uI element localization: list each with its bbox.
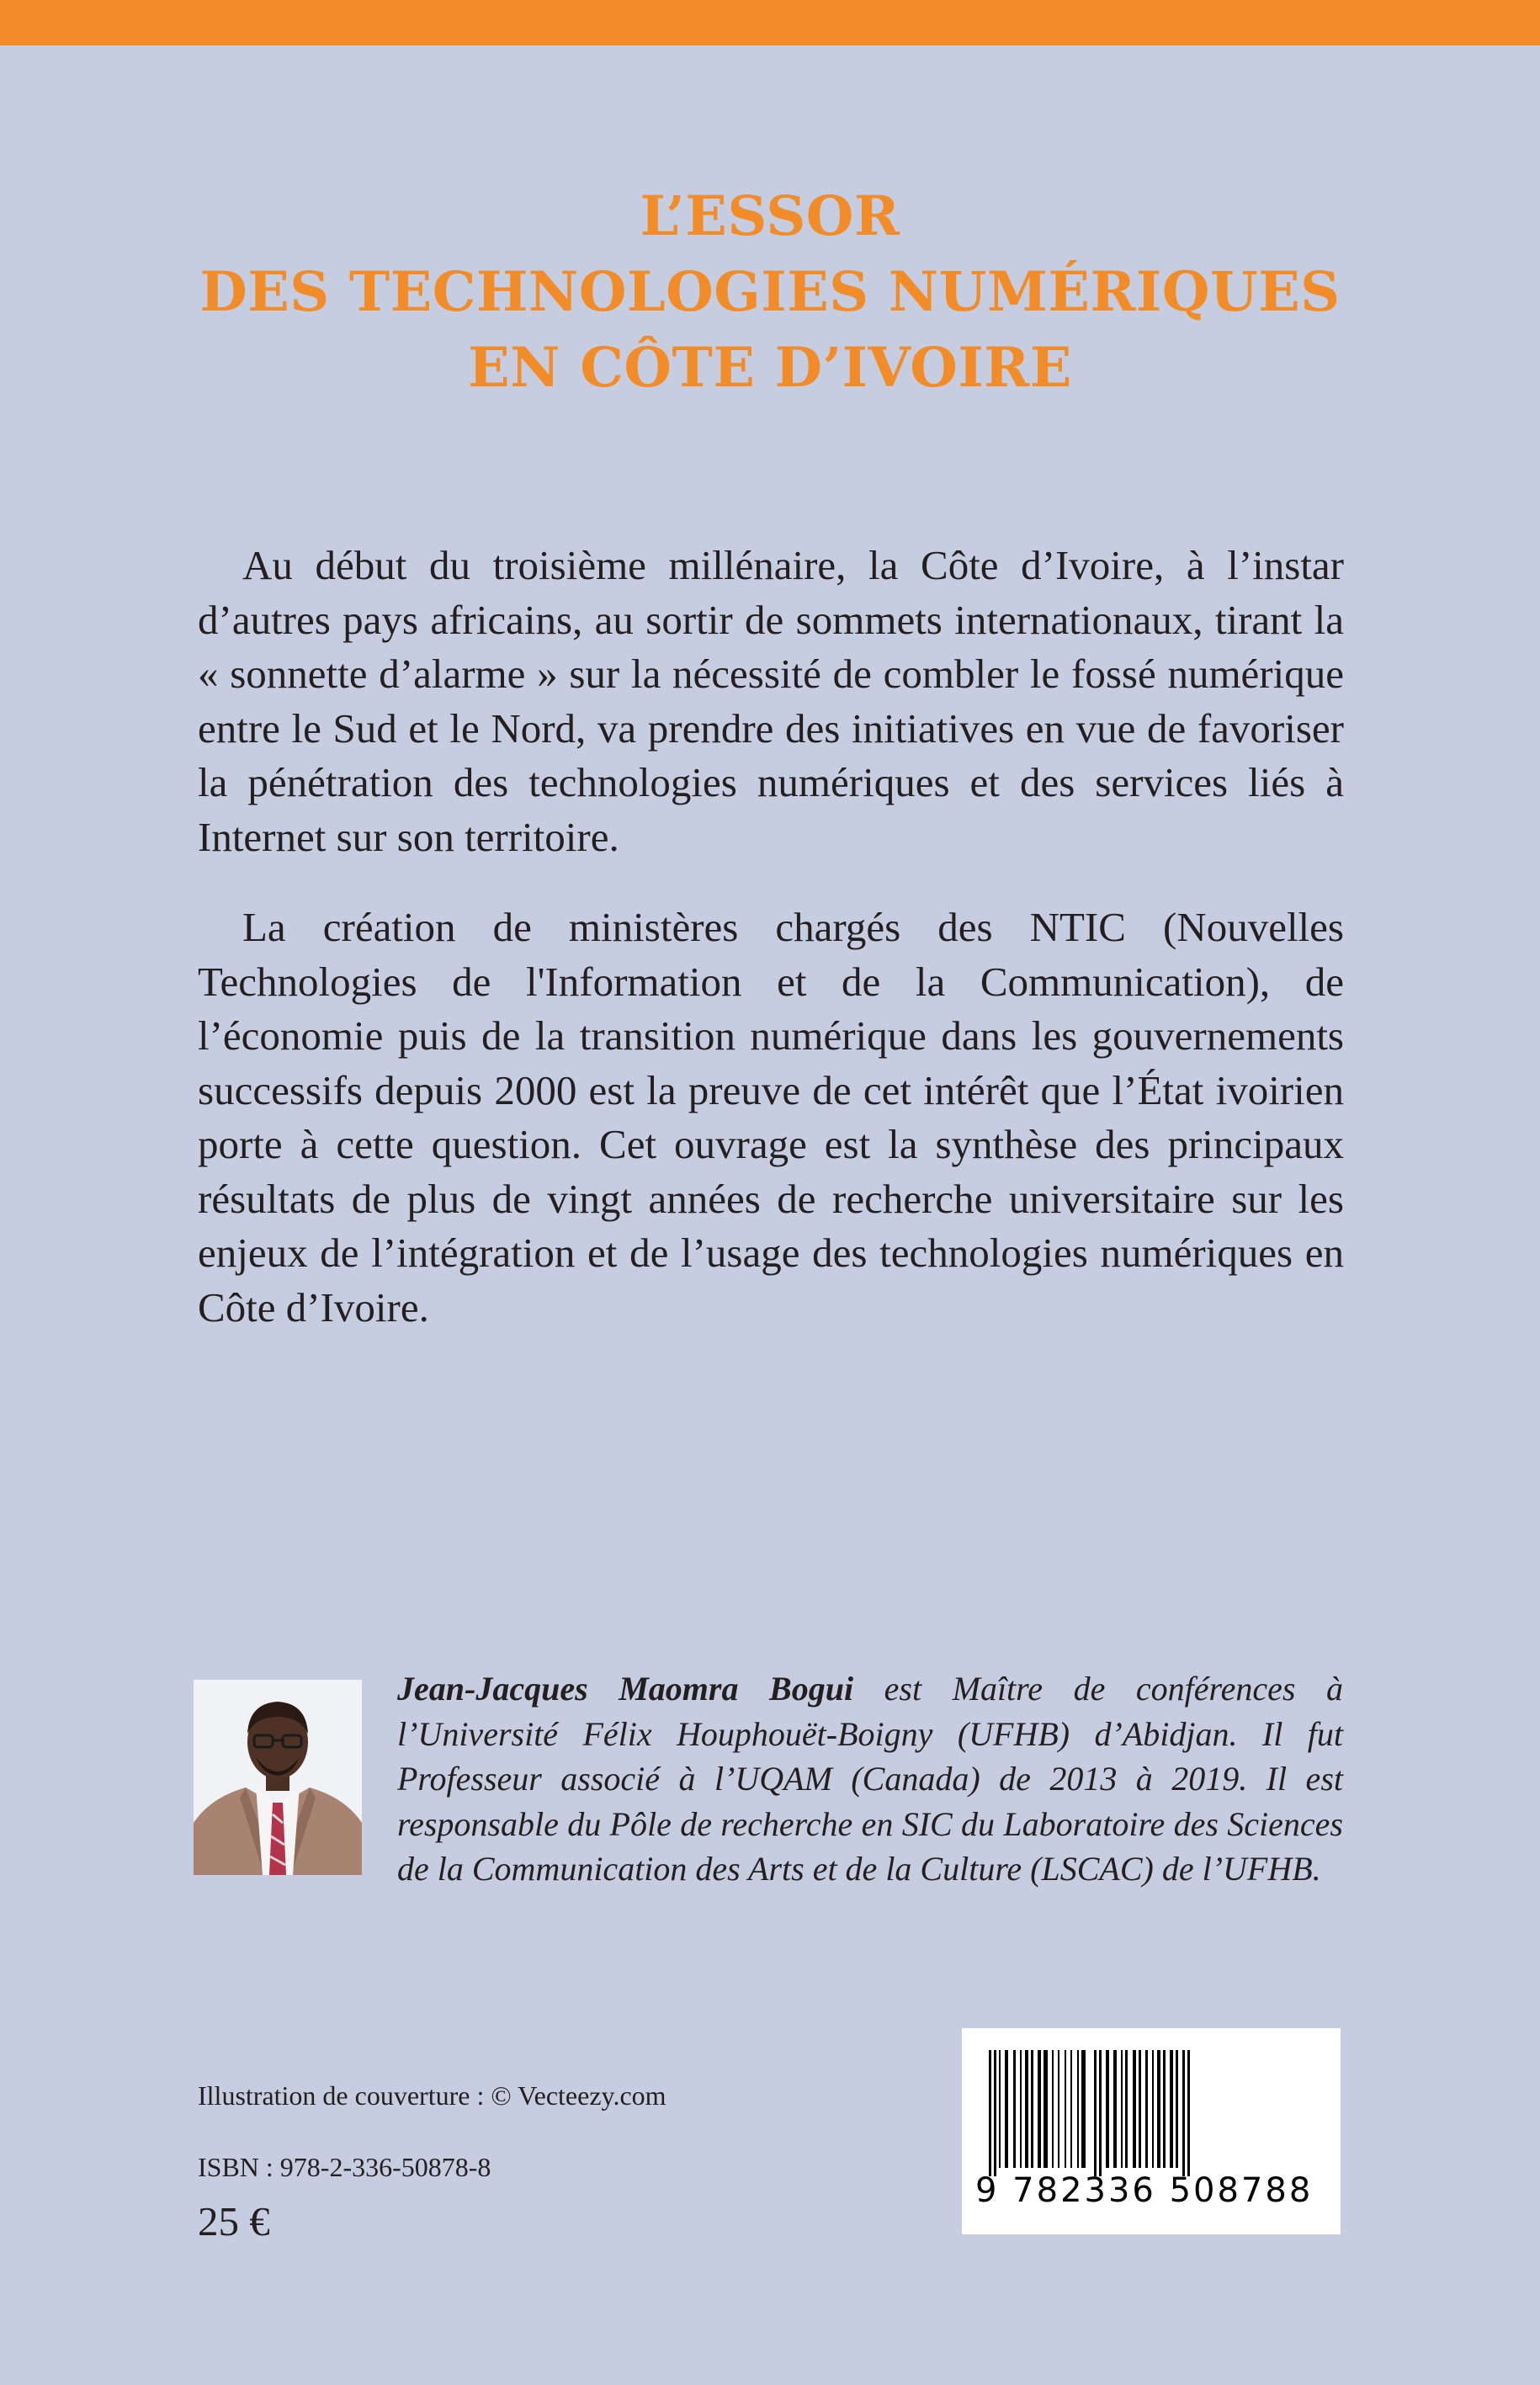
barcode-bar [1145,2050,1148,2168]
top-color-band [0,0,1540,45]
barcode-bar [1170,2050,1173,2168]
barcode-bar [1152,2050,1154,2168]
author-photo [194,1680,362,1875]
book-title [0,178,1540,406]
illustration-credit: Illustration de couverture : © Vecteezy.com [198,2080,666,2111]
barcode-bar [1133,2050,1136,2168]
barcode-bar [1013,2050,1016,2168]
barcode-bar [1125,2050,1128,2168]
title-line-3: EN CÔTE D’IVOIRE [468,336,1072,400]
barcode-bar [1094,2050,1097,2176]
barcode-bar [1106,2050,1109,2168]
back-cover-blurb [198,539,1344,1335]
barcode-bar [999,2050,1001,2168]
barcode-digits: 9 782336 508788 [975,2171,1314,2210]
title-line-2: DES TECHNOLOGIES NUMÉRIQUES [199,260,1341,324]
barcode-bar [994,2050,996,2176]
barcode-bar [1031,2050,1033,2168]
title-line-1: L’ESSOR [640,184,900,248]
barcode-bar [1020,2050,1022,2168]
author-portrait-icon [194,1680,362,1875]
barcode-bar [1005,2050,1008,2168]
author-bio-text: est Maître de conférences à l’Université Félix Houphouët-Boigny (UFHB) d’Abidjan. Il fut Professeur associé à l’UQAM (Canada) de 2013 à 2019. Il est responsable du Pôle de recherche en SIC du Laboratoire des Sciences de la Communication des Arts et de la Culture (LSCAC) de l’UFHB. [397,1670,1343,1888]
barcode-bar [1052,2050,1054,2168]
blurb-paragraph-2: La création de ministères chargés des NTIC (Nouvelles Technologies de l'Information et de la Communication), de l’économie puis de la transition numérique dans les gouvernements successifs depuis 2000 est la preuve de cet intérêt que l’État ivoirien porte à cette question. Cet ouvrage est la synthèse des principaux résultats de plus de vingt années de recherche universitaire sur les enjeux de l’intégration et de l’usage des technologies numériques en Côte d’Ivoire. [198,904,1344,1331]
author-bio [397,1666,1343,1892]
barcode-bar [1025,2050,1028,2168]
barcode-bar [1070,2050,1072,2168]
barcode-bar [1038,2050,1041,2168]
isbn-barcode [962,2028,1341,2234]
barcode-bar [1176,2050,1178,2168]
barcode-bar [1077,2050,1079,2168]
barcode-bar [1163,2050,1166,2168]
barcode-bar [1121,2050,1123,2168]
barcode-bar [1113,2050,1117,2168]
barcode-bar [1043,2050,1048,2168]
blurb-paragraph-1: Au début du troisième millénaire, la Côte d’Ivoire, à l’instar d’autres pays africains, au sortir de sommets internationaux, tirant la « sonnette d’alarme » sur la nécessité de combler le fossé numérique entre le Sud et le Nord, va prendre des initiatives en vue de favoriser la pénétration des technologies numériques et des services liés à Internet sur son territoire. [198,542,1344,860]
barcode-bar [989,2050,991,2176]
barcode-bar [1065,2050,1066,2168]
price-text: 25 € [198,2198,270,2244]
author-name: Jean-Jacques Maomra Bogui [397,1670,854,1708]
barcode-bar [1139,2050,1141,2168]
barcode-bar [1081,2050,1086,2168]
barcode-bar [1099,2050,1102,2176]
isbn-text: ISBN : 978-2-336-50878-8 [198,2152,491,2182]
barcode-bar [1182,2050,1185,2176]
barcode-bar [1157,2050,1160,2168]
barcode-bar [1058,2050,1059,2168]
barcode-bar [1187,2050,1190,2176]
